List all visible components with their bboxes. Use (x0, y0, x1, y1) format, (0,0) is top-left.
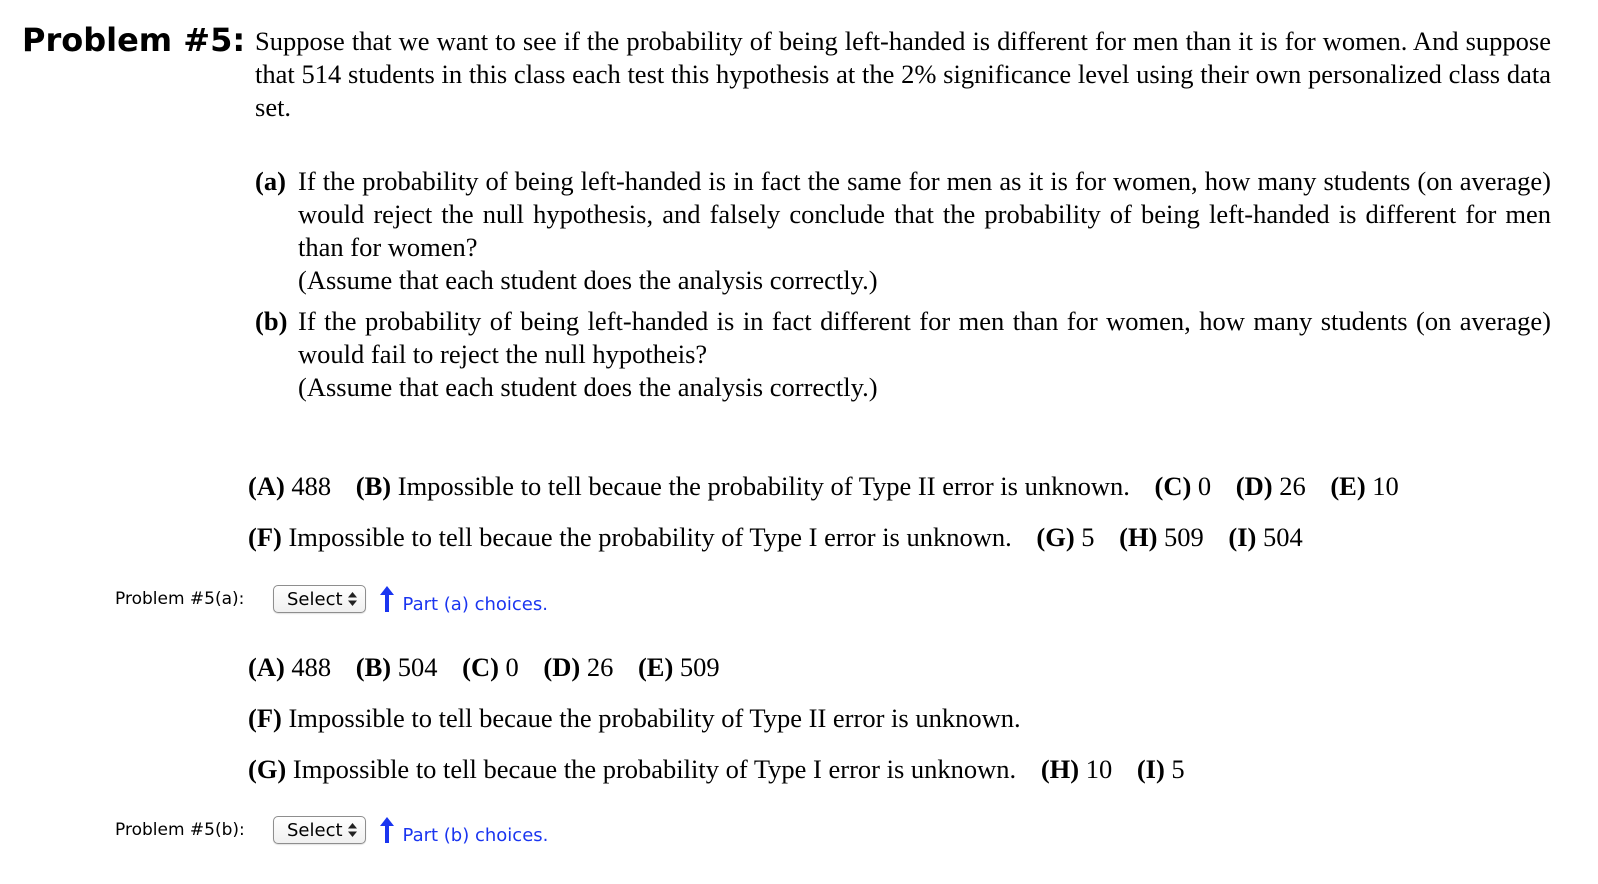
part-b (255, 305, 1551, 404)
choice-key: (A) (248, 652, 285, 682)
part-a-question: If the probability of being left-handed is in fact the same for men as it is for women, how many students (on average) would reject the null hypothesis, and falsely conclude that the probability of being left-handed is different for men than for women? (298, 166, 1551, 262)
choice-text: 488 (291, 471, 332, 501)
choice-a-H (1119, 521, 1204, 554)
choice-text: Impossible to tell becaue the probability of Type I error is unknown. (292, 754, 1017, 784)
choice-key: (C) (1154, 471, 1192, 501)
choice-key: (A) (248, 471, 285, 501)
choice-text: 10 (1372, 471, 1399, 501)
answer-row-a (115, 583, 548, 615)
choice-text: 26 (586, 652, 614, 682)
answer-a-label: Problem #5(a): (115, 589, 245, 609)
choice-key: (F) (248, 522, 282, 552)
choice-key: (B) (355, 471, 392, 501)
choice-text: 5 (1171, 754, 1185, 784)
choices-b-line-2 (248, 702, 1021, 735)
answer-b-hint: Part (b) choices. (402, 824, 549, 846)
choice-text: 504 (1263, 522, 1303, 552)
choice-b-A (248, 651, 331, 684)
choice-b-G (248, 753, 1016, 786)
part-b-question: If the probability of being left-handed is in fact different for men than for women, how many students (on average) would fail to reject the null hypotheis? (298, 306, 1551, 369)
choice-key: (D) (1235, 471, 1273, 501)
part-a-body (298, 165, 1551, 297)
choice-key: (H) (1119, 522, 1158, 552)
choice-a-A (248, 470, 331, 503)
answer-b-select[interactable] (273, 816, 366, 844)
part-a-letter: (a) (255, 166, 286, 196)
choice-key: (E) (1330, 471, 1366, 501)
choice-key: (I) (1228, 522, 1257, 552)
choice-b-D (543, 651, 613, 684)
choice-b-B (356, 651, 438, 684)
choices-b-line-1 (248, 651, 720, 684)
choice-text: 0 (505, 652, 519, 682)
answer-a-select[interactable] (273, 585, 366, 613)
answer-a-select-value: Select (287, 588, 343, 610)
choice-key: (H) (1040, 754, 1080, 784)
problem-title: Problem #5: (22, 21, 246, 59)
choice-key: (I) (1136, 754, 1165, 784)
choice-b-I (1137, 753, 1185, 786)
choice-a-E (1330, 470, 1398, 503)
answer-row-b (115, 814, 548, 846)
choice-text: 504 (397, 652, 438, 682)
choice-a-C (1155, 470, 1212, 503)
choices-a-line-1 (248, 470, 1399, 503)
answer-b-label: Problem #5(b): (115, 820, 245, 840)
choice-key: (B) (355, 652, 392, 682)
problem-statement: Suppose that we want to see if the probability of being left-handed is different for men than it is for women. And suppose that 514 students in this class each test this hypothesis at the 2% significance level using their own personalized class data set. (255, 26, 1551, 122)
part-b-body (298, 305, 1551, 404)
choice-text: 509 (679, 652, 720, 682)
part-b-note: (Assume that each student does the analysis correctly.) (298, 372, 878, 402)
part-a (255, 165, 1551, 297)
choice-text: 5 (1081, 522, 1095, 552)
part-b-letter: (b) (255, 306, 288, 336)
choice-text: 488 (291, 652, 332, 682)
choice-key: (G) (248, 754, 287, 784)
choice-text: 0 (1197, 471, 1212, 501)
choice-text: Impossible to tell becaue the probability of Type II error is unknown. (288, 703, 1021, 733)
choice-b-H (1041, 753, 1112, 786)
choice-key: (G) (1036, 522, 1075, 552)
choice-text: 509 (1164, 522, 1204, 552)
choice-text: Impossible to tell becaue the probability of Type I error is unknown. (288, 522, 1012, 552)
choice-a-G (1036, 521, 1094, 554)
answer-a-hint: Part (a) choices. (402, 593, 548, 615)
up-arrow-icon (380, 586, 394, 612)
choice-text: 26 (1279, 471, 1306, 501)
choice-text: Impossible to tell becaue the probability of Type II error is unknown. (397, 471, 1130, 501)
answer-b-select-value: Select (287, 819, 343, 841)
up-arrow-icon (380, 817, 394, 843)
choice-key: (E) (637, 652, 674, 682)
choice-key: (F) (248, 703, 282, 733)
choices-b-line-3 (248, 753, 1185, 786)
part-a-note: (Assume that each student does the analysis correctly.) (298, 265, 878, 295)
choice-a-F (248, 521, 1012, 554)
choice-key: (C) (462, 652, 499, 682)
choice-b-C (462, 651, 519, 684)
choice-key: (D) (543, 652, 581, 682)
choice-text: 10 (1085, 754, 1113, 784)
updown-arrows-icon (348, 823, 357, 837)
choice-a-B (356, 470, 1130, 503)
choice-b-E (638, 651, 720, 684)
updown-arrows-icon (348, 592, 357, 606)
choice-b-F (248, 702, 1021, 735)
choices-a-line-2 (248, 521, 1303, 554)
choice-a-I (1228, 521, 1302, 554)
choice-a-D (1236, 470, 1306, 503)
